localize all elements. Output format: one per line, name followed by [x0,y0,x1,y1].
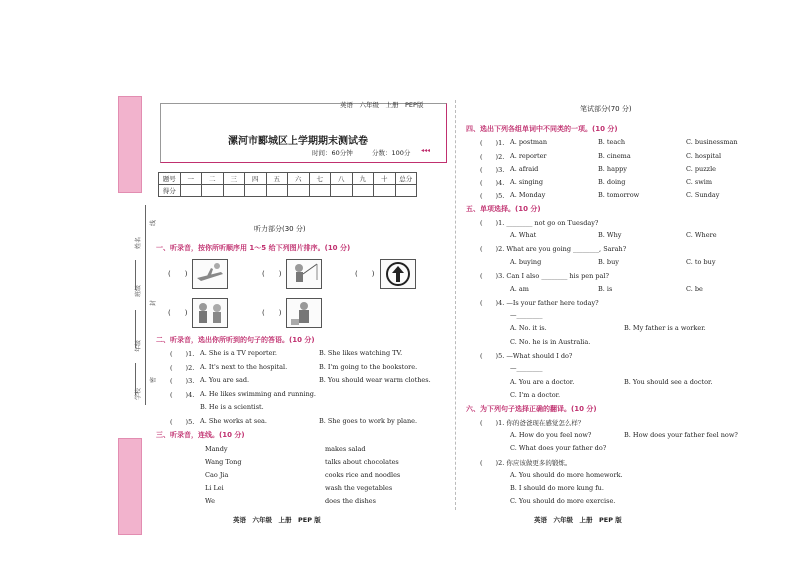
sec4-q4-c: C. swim [686,178,713,186]
score-cell[interactable] [352,185,374,197]
match-activity[interactable]: cooks rice and noodles [325,471,401,479]
score-cell[interactable] [202,185,224,197]
sec4-q1-a: A. postman [510,138,548,146]
sec6-q2-a: A. You should do more homework. [510,471,623,479]
score-table-header: 题号 [159,173,181,185]
score-table-header: 九 [352,173,374,185]
score-cell[interactable] [309,185,331,197]
header-tag: 英语 六年级 上册 PEP版 [340,101,424,109]
fishing-person-icon [287,260,321,288]
answer-paren[interactable]: ( ) [168,270,188,278]
binding-line-4 [135,363,136,395]
written-title: 笔试部分(70 分) [580,105,632,113]
sec4-q2-b: B. cinema [598,152,631,160]
sec5-q5[interactable]: ( )5. —What should I do? [480,352,573,360]
sec5-q4[interactable]: ( )4. —Is your father here today? [480,299,599,307]
airplane-icon [193,260,227,288]
sec4-q3-b: B. happy [598,165,627,173]
sec4-q1-b: B. teach [598,138,626,146]
right-footer: 英语 六年级 上册 PEP 版 [534,516,622,524]
sec4-q5-c: C. Sunday [686,191,720,199]
sec5-title: 五、单项选择。(10 分) [466,205,541,213]
sec6-q1-c: C. What does your father do? [510,444,607,452]
sec3-title: 三、听录音，连线。(10 分) [156,431,245,439]
page-divider [455,100,456,510]
sec4-q5-num[interactable]: ( )5. [480,192,505,200]
binding-line-2 [135,260,136,290]
sec5-q5-a: A. You are a doctor. [510,378,575,386]
score-table-header: 总分 [395,173,417,185]
sec4-q3-a: A. afraid [510,165,539,173]
sec4-q4-b: B. doing [598,178,626,186]
picture-worker [286,298,322,328]
match-name[interactable]: Wang Tong [205,458,242,466]
sec6-q2[interactable]: ( )2. 你应该做更多的锻炼。 [480,459,572,467]
sec2-q3-a: A. You are sad. [200,376,250,384]
answer-paren[interactable]: ( ) [262,270,282,278]
worker-icon [287,299,321,327]
sec6-q1[interactable]: ( )1. 你的爸爸现在感觉怎么样？ [480,419,585,427]
sec5-q5-b: B. You should see a doctor. [624,378,713,386]
time-label: 时间：60分钟 [312,149,353,157]
score-table-header: 五 [266,173,288,185]
sec2-q5-a: A. She works at sea. [200,417,267,425]
sec2-q3-num[interactable]: ( )3. [170,377,195,385]
sec4-q3-num[interactable]: ( )3. [480,166,505,174]
binding-grade-label: 年级 [135,339,142,352]
sec4-q2-c: C. hospital [686,152,722,160]
score-cell[interactable] [374,185,396,197]
left-footer: 英语 六年级 上册 PEP 版 [233,516,321,524]
sec1-title: 一、听录音，按你所听顺序用 1～5 给下列图片排序。(10 分) [156,244,351,252]
sec5-q3-a: A. am [510,285,529,293]
sec5-q4-blank: —________ [510,311,543,319]
score-table-header: 六 [288,173,310,185]
score-cell[interactable] [223,185,245,197]
sec5-q2-a: A. buying [510,258,542,266]
binding-line-3 [135,310,136,348]
score-cell[interactable] [180,185,202,197]
sec6-q2-b: B. I should do more kung fu. [510,484,604,492]
score-cell[interactable] [245,185,267,197]
sec4-q4-a: A. singing [510,178,544,186]
score-table-header: 七 [309,173,331,185]
score-label: 分数：100分 [372,149,411,157]
sec5-q2-c: C. to buy [686,258,716,266]
sec5-q4-c: C. No. he is in Australia. [510,338,591,346]
sec2-title: 二、听录音，选出你所听到的句子的答语。(10 分) [156,336,315,344]
answer-paren[interactable]: ( ) [262,309,282,317]
sec4-q2-num[interactable]: ( )2. [480,153,505,161]
sec5-q1-c: C. Where [686,231,717,239]
match-activity[interactable]: talks about chocolates [325,458,399,466]
sec4-title: 四、选出下列各组单词中不同类的一项。(10 分) [466,125,618,133]
score-table-header: 十 [374,173,396,185]
sec4-q3-c: C. puzzle [686,165,716,173]
picture-go-straight [380,259,416,289]
sec6-q2-c: C. You should do more exercise. [510,497,616,505]
score-cell[interactable] [266,185,288,197]
sec5-q5-blank: —________ [510,364,543,372]
sec4-q1-num[interactable]: ( )1. [480,139,505,147]
binding-line [145,205,146,405]
arrows-icon: ◂◂◂ [421,147,431,154]
match-name[interactable]: Li Lei [205,484,224,492]
binding-decoration-bottom [118,438,142,535]
score-table-header: 四 [245,173,267,185]
binding-seal-line: 线 [150,219,157,226]
sec5-q1-b: B. Why [598,231,622,239]
binding-school-label: 学校 [135,387,142,400]
sec5-q5-c: C. I'm a doctor. [510,391,561,399]
sec6-q1-b: B. How does your father feel now? [624,431,738,439]
sec2-q4-b: B. He is a scientist. [200,403,264,411]
score-row-label: 得分 [159,185,181,197]
sec2-q2-a: A. It's next to the hospital. [200,363,288,371]
doctor-patient-icon [193,299,227,327]
sec2-q4-a: A. He likes swimming and running. [200,390,316,398]
sec2-q1-num[interactable]: ( )1. [170,350,195,358]
sec5-q3-b: B. is [598,285,613,293]
picture-airplane [192,259,228,289]
match-name[interactable]: Mandy [205,445,228,453]
sec2-q5-b: B. She goes to work by plane. [319,417,418,425]
straight-arrow-icon [381,260,415,288]
sec5-q1[interactable]: ( )1. ________ not go on Tuesday? [480,219,599,227]
picture-doctor [192,298,228,328]
sec4-q5-b: B. tomorrow [598,191,640,199]
sec5-q1-a: A. What [510,231,537,239]
sec5-q4-a: A. No. it is. [510,324,547,332]
page-title: 漯河市郾城区上学期期末测试卷 [228,136,368,147]
answer-paren[interactable]: ( ) [355,270,375,278]
score-table-header: 八 [331,173,353,185]
picture-fishing [286,259,322,289]
sec4-q4-num[interactable]: ( )4. [480,179,505,187]
match-activity[interactable]: wash the vegetables [325,484,393,492]
sec4-q5-a: A. Monday [510,191,546,199]
sec2-q1-a: A. She is a TV reporter. [200,349,277,357]
sec6-q1-a: A. How do you feel now? [510,431,592,439]
sec4-q2-a: A. reporter [510,152,547,160]
binding-class-label: 班级 [135,284,142,297]
sec5-q2-b: B. buy [598,258,619,266]
sec5-q3[interactable]: ( )3. Can I also ________ his pen pal? [480,272,609,280]
score-table [158,172,417,197]
score-table-header: 二 [202,173,224,185]
sec2-q1-b: B. She likes watching TV. [319,349,403,357]
sec2-q3-b: B. You should wear warm clothes. [319,376,431,384]
sec5-q2[interactable]: ( )2. What are you going ________, Sarah? [480,245,627,253]
binding-seal-seal: 封 [150,299,157,306]
score-cell[interactable] [331,185,353,197]
score-table-header: 一 [180,173,202,185]
score-table-header: 三 [223,173,245,185]
sec4-q1-c: C. businessman [686,138,738,146]
binding-seal-secret: 密 [150,376,157,383]
score-cell[interactable] [395,185,417,197]
match-name[interactable]: We [205,497,215,505]
binding-decoration-top [118,96,142,193]
sec5-q3-c: C. be [686,285,703,293]
match-activity[interactable]: makes salad [325,445,366,453]
score-cell[interactable] [288,185,310,197]
sec2-q2-b: B. I'm going to the bookstore. [319,363,418,371]
binding-name-label: 姓名 [135,236,142,249]
answer-paren[interactable]: ( ) [168,309,188,317]
sec2-q5-num[interactable]: ( )5. [170,418,195,426]
match-activity[interactable]: does the dishes [325,497,376,505]
sec2-q2-num[interactable]: ( )2. [170,364,195,372]
sec2-q4-num[interactable]: ( )4. [170,391,195,399]
listening-title: 听力部分(30 分) [254,225,306,233]
sec6-title: 六、为下列句子选择正确的翻译。(10 分) [466,405,597,413]
sec5-q4-b: B. My father is a worker. [624,324,706,332]
match-name[interactable]: Cao Jia [205,471,229,479]
